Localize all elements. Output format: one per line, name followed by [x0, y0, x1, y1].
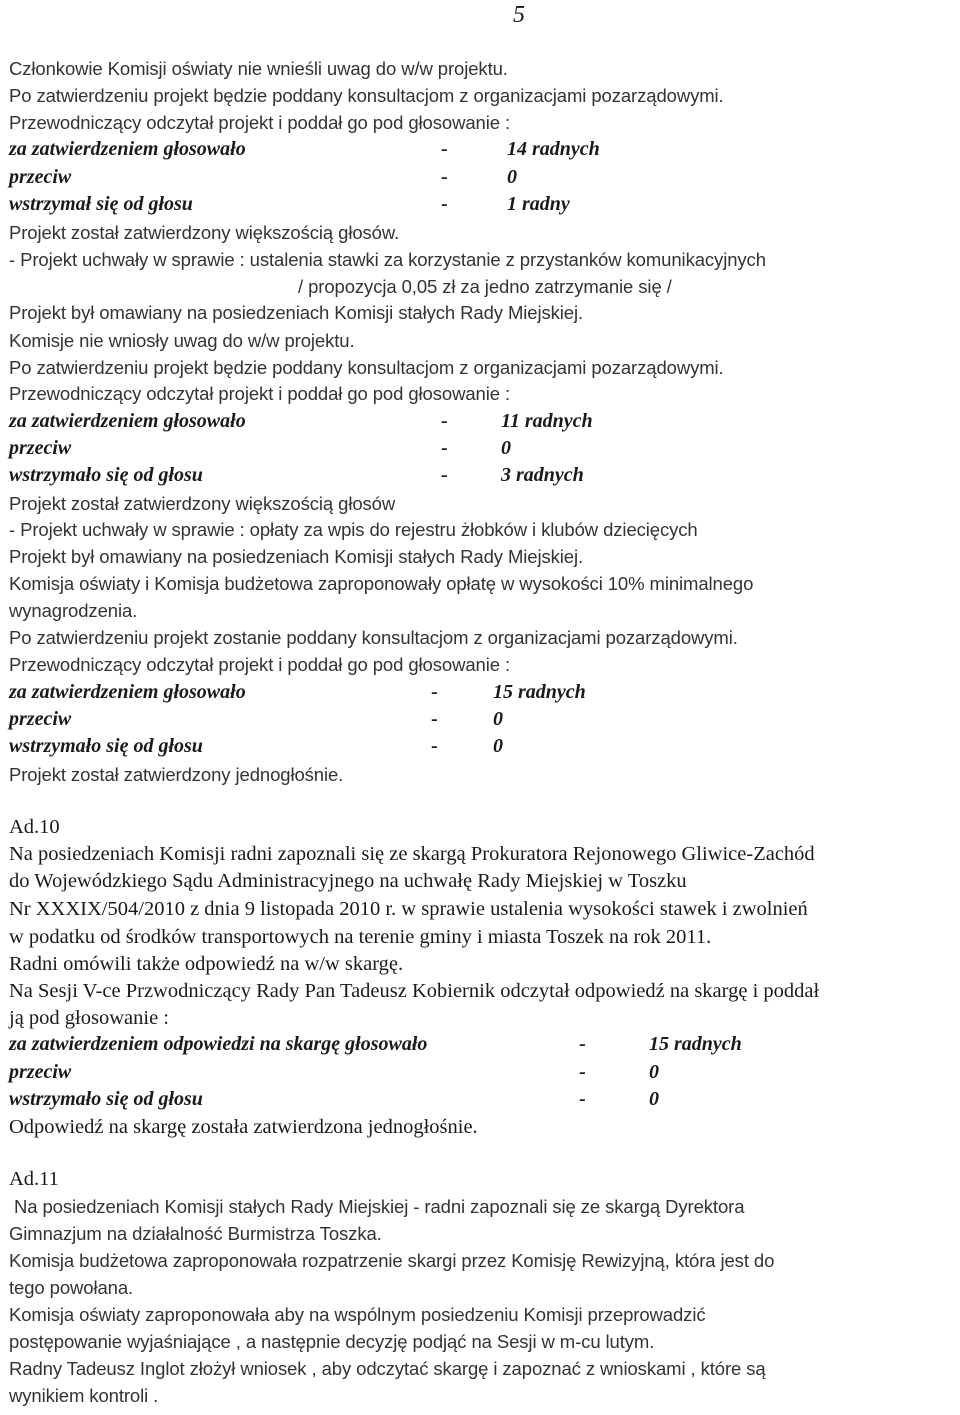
text-line: wynikiem kontroli .	[9, 1385, 159, 1406]
text-line: Po zatwierdzeniu projekt będzie poddany konsultacjom z organizacjami pozarządowymi.	[9, 85, 724, 106]
vote-value: 0	[507, 166, 517, 188]
vote-value: 0	[649, 1088, 659, 1110]
text-line: Nr XXXIX/504/2010 z dnia 9 listopada 2010 r. w sprawie ustalenia wysokości stawek i zwolnień	[9, 898, 808, 920]
text-line: Przewodniczący odczytał projekt i poddał go pod głosowanie :	[9, 383, 510, 404]
vote-dash: -	[441, 193, 448, 215]
vote-value: 15 radnych	[649, 1033, 742, 1055]
text-line: Odpowiedź na skargę została zatwierdzona jednogłośnie.	[9, 1116, 478, 1138]
vote-dash: -	[441, 464, 448, 486]
vote-value: 1 radny	[507, 193, 570, 215]
vote-dash: -	[431, 681, 438, 703]
text-line: Radni omówili także odpowiedź na w/w skargę.	[9, 953, 404, 975]
vote-label: za zatwierdzeniem głosowało	[9, 681, 246, 703]
vote-value: 0	[501, 437, 511, 459]
vote-dash: -	[441, 410, 448, 432]
text-line: / propozycja 0,05 zł za jedno zatrzymanie się /	[298, 276, 672, 297]
text-line: Przewodniczący odczytał projekt i poddał go pod głosowanie :	[9, 654, 510, 675]
text-line: Na posiedzeniach Komisji radni zapoznali się ze skargą Prokuratora Rejonowego Gliwice-Zachód	[9, 843, 815, 865]
text-line: Radny Tadeusz Inglot złożył wniosek , aby odczytać skargę i zapoznać z wnioskami , które są	[9, 1358, 766, 1379]
vote-value: 11 radnych	[501, 410, 593, 432]
text-line: Projekt został zatwierdzony większością głosów.	[9, 222, 400, 243]
vote-dash: -	[441, 138, 448, 160]
text-line: Członkowie Komisji oświaty nie wnieśli uwag do w/w projektu.	[9, 58, 508, 79]
text-line: Komisja budżetowa zaproponowała rozpatrzenie skargi przez Komisję Rewizyjną, która jest do	[9, 1250, 775, 1271]
page-number: 5	[513, 2, 525, 28]
vote-value: 3 radnych	[501, 464, 584, 486]
vote-label: przeciw	[9, 708, 72, 730]
vote-dash: -	[579, 1061, 586, 1083]
text-line: Projekt był omawiany na posiedzeniach Komisji stałych Rady Miejskiej.	[9, 302, 584, 323]
vote-dash: -	[431, 735, 438, 757]
text-line: Na Sesji V-ce Przwodniczący Rady Pan Tadeusz Kobiernik odczytał odpowiedź na skargę i poddał	[9, 980, 820, 1002]
vote-dash: -	[579, 1088, 586, 1110]
text-line: - Projekt uchwały w sprawie : opłaty za wpis do rejestru żłobków i klubów dziecięcych	[9, 519, 698, 540]
text-line: Projekt został zatwierdzony większością głosów	[9, 493, 396, 514]
vote-dash: -	[441, 166, 448, 188]
vote-label: przeciw	[9, 1061, 72, 1083]
text-line: tego powołana.	[9, 1277, 134, 1298]
vote-value: 0	[493, 735, 503, 757]
text-line: Przewodniczący odczytał projekt i poddał go pod głosowanie :	[9, 112, 510, 133]
text-line: Komisje nie wniosły uwag do w/w projektu.	[9, 330, 355, 351]
vote-value: 0	[493, 708, 503, 730]
text-line: wynagrodzenia.	[9, 600, 138, 621]
vote-dash: -	[431, 708, 438, 730]
text-line: Po zatwierdzeniu projekt będzie poddany konsultacjom z organizacjami pozarządowymi.	[9, 357, 724, 378]
section-heading-ad10: Ad.10	[9, 816, 60, 838]
text-line: Komisja oświaty i Komisja budżetowa zaproponowały opłatę w wysokości 10% minimalnego	[9, 573, 754, 594]
vote-label: wstrzymało się od głosu	[9, 464, 203, 486]
vote-label: za zatwierdzeniem odpowiedzi na skargę głosowało	[9, 1033, 428, 1055]
vote-label: wstrzymało się od głosu	[9, 1088, 203, 1110]
text-line: Na posiedzeniach Komisji stałych Rady Miejskiej - radni zapoznali się ze skargą Dyrektora	[14, 1196, 745, 1217]
section-heading-ad11: Ad.11	[9, 1168, 59, 1190]
vote-value: 0	[649, 1061, 659, 1083]
vote-label: przeciw	[9, 437, 72, 459]
vote-label: za zatwierdzeniem głosowało	[9, 410, 246, 432]
text-line: postępowanie wyjaśniające , a następnie decyzję podjąć na Sesji w m-cu lutym.	[9, 1331, 655, 1352]
vote-dash: -	[579, 1033, 586, 1055]
text-line: w podatku od środków transportowych na terenie gminy i miasta Toszek na rok 2011.	[9, 926, 712, 948]
vote-label: za zatwierdzeniem głosowało	[9, 138, 246, 160]
vote-label: wstrzymał się od głosu	[9, 193, 193, 215]
text-line: Po zatwierdzeniu projekt zostanie poddany konsultacjom z organizacjami pozarządowymi.	[9, 627, 738, 648]
text-line: Komisja oświaty zaproponowała aby na wspólnym posiedzeniu Komisji przeprowadzić	[9, 1304, 706, 1325]
text-line: Projekt był omawiany na posiedzeniach Komisji stałych Rady Miejskiej.	[9, 546, 584, 567]
text-line: do Wojewódzkiego Sądu Administracyjnego na uchwałę Rady Miejskiej w Toszku	[9, 870, 687, 892]
text-line: Projekt został zatwierdzony jednogłośnie.	[9, 764, 344, 785]
text-line: ją pod głosowanie :	[9, 1007, 169, 1029]
vote-value: 15 radnych	[493, 681, 586, 703]
vote-value: 14 radnych	[507, 138, 600, 160]
vote-label: wstrzymało się od głosu	[9, 735, 203, 757]
vote-label: przeciw	[9, 166, 72, 188]
vote-dash: -	[441, 437, 448, 459]
text-line: Gimnazjum na działalność Burmistrza Toszka.	[9, 1223, 382, 1244]
text-line: - Projekt uchwały w sprawie : ustalenia stawki za korzystanie z przystanków komunikacyjnych	[9, 249, 766, 270]
